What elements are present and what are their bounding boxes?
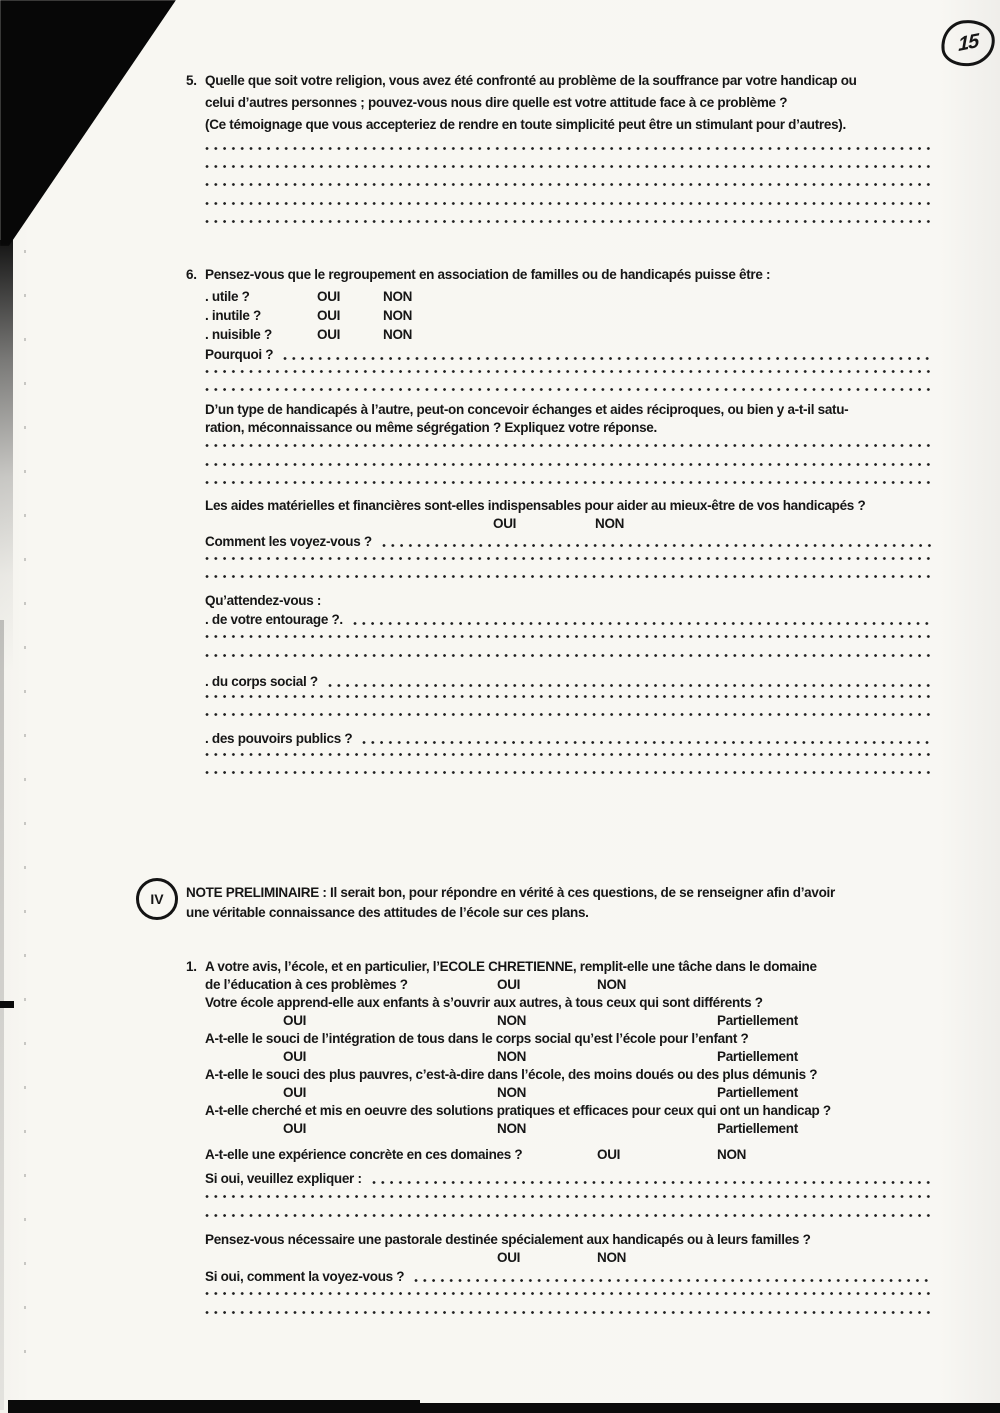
section-iv-label: IV xyxy=(150,891,164,907)
q1-sub2-oui: OUI xyxy=(283,1049,307,1064)
q1-comment-label: Si oui, comment la voyez-vous ? xyxy=(205,1269,405,1284)
q1-line-1: A votre avis, l’école, et en particulier, l’ECOLE CHRETIENNE, remplit-elle une tâche dans le domaine xyxy=(205,959,817,974)
q6-pourquoi-row xyxy=(205,346,932,363)
q1-main-non: NON xyxy=(597,977,627,992)
answer-line xyxy=(372,1180,932,1185)
q1-pastorale-question: Pensez-vous nécessaire une pastorale destinée spécialement aux handicapés ou à leurs familles ? xyxy=(205,1232,811,1247)
answer-line xyxy=(205,634,932,639)
q6-option-nuisible-oui: OUI xyxy=(317,327,341,342)
q6-option-inutile-non: NON xyxy=(383,308,413,323)
q6-option-nuisible: . nuisible ? xyxy=(205,327,272,342)
q1-main-oui: OUI xyxy=(497,977,521,992)
q1-sub1-non: NON xyxy=(497,1013,527,1028)
answer-line xyxy=(205,752,932,757)
q1-pastorale-oui: OUI xyxy=(497,1250,521,1265)
q6-option-inutile-oui: OUI xyxy=(317,308,341,323)
q1-sub1-oui: OUI xyxy=(283,1013,307,1028)
q1-sub3-partiellement: Partiellement xyxy=(717,1085,798,1100)
q1-sub2-partiellement: Partiellement xyxy=(717,1049,798,1064)
answer-line xyxy=(205,712,932,717)
q6-exchange-line-2: ration, méconnaissance ou même ségrégation ? Expliquez votre réponse. xyxy=(205,420,657,435)
q6-aides-oui: OUI xyxy=(493,516,517,531)
q1-sub2-non: NON xyxy=(497,1049,527,1064)
q1-comment-row xyxy=(205,1268,932,1285)
answer-line xyxy=(205,387,932,392)
q6-comment-label: Comment les voyez-vous ? xyxy=(205,534,372,549)
q6-option-utile-oui: OUI xyxy=(317,289,341,304)
q6-option-inutile: . inutile ? xyxy=(205,308,261,323)
q1-experience-question: A-t-elle une expérience concrète en ces domaines ? xyxy=(205,1147,523,1162)
q1-number: 1. xyxy=(186,959,197,974)
scan-bottom-bar xyxy=(8,1403,1000,1413)
scan-corner-artifact xyxy=(0,0,176,246)
q5-line-1: Quelle que soit votre religion, vous avez été confronté au problème de la souffrance par votre handicap ou xyxy=(205,73,857,88)
note-text-1: Il serait bon, pour répondre en vérité à ces questions, de se renseigner afin d’avoir xyxy=(330,885,835,900)
answer-line xyxy=(205,182,932,187)
q6-aides-non: NON xyxy=(595,516,625,531)
q6-option-utile-non: NON xyxy=(383,289,413,304)
answer-line xyxy=(205,443,932,448)
q1-expliquer-row xyxy=(205,1170,932,1187)
q6-attentes-label: Qu’attendez-vous : xyxy=(205,593,322,608)
answer-line xyxy=(205,574,932,579)
q6-pourquoi-label: Pourquoi ? xyxy=(205,347,274,362)
q6-option-utile: . utile ? xyxy=(205,289,250,304)
page-number: 15 xyxy=(957,29,979,56)
q6-corps-row xyxy=(205,673,932,690)
q1-sub4-oui: OUI xyxy=(283,1121,307,1136)
q1-sub3-oui: OUI xyxy=(283,1085,307,1100)
answer-line xyxy=(205,556,932,561)
q1-sub3-non: NON xyxy=(497,1085,527,1100)
q6-pouvoirs-label: . des pouvoirs publics ? xyxy=(205,731,353,746)
answer-line xyxy=(205,462,932,467)
answer-line xyxy=(205,201,932,206)
note-line-1 xyxy=(186,884,835,901)
q1-sub3-question: A-t-elle le souci des plus pauvres, c’est-à-dire dans l’école, des moins doués ou des plus démunis ? xyxy=(205,1067,818,1082)
q1-sub4-non: NON xyxy=(497,1121,527,1136)
q6-aides-question: Les aides matérielles et financières sont-elles indispensables pour aider au mieux-être de vos handicapés ? xyxy=(205,498,866,513)
answer-line xyxy=(362,740,932,745)
q6-pouvoirs-row xyxy=(205,730,932,747)
answer-line xyxy=(283,356,932,361)
q1-line-2: de l’éducation à ces problèmes ? xyxy=(205,977,408,992)
q6-exchange-line-1: D’un type de handicapés à l’autre, peut-on concevoir échanges et aides réciproques, ou bien y a-t-il satu- xyxy=(205,402,849,417)
answer-line xyxy=(205,770,932,775)
q6-entourage-label: . de votre entourage ?. xyxy=(205,612,343,627)
q1-sub4-partiellement: Partiellement xyxy=(717,1121,798,1136)
q1-experience-oui: OUI xyxy=(597,1147,621,1162)
answer-line xyxy=(205,653,932,658)
answer-line xyxy=(205,694,932,699)
answer-line xyxy=(382,543,932,548)
q1-sub4-question: A-t-elle cherché et mis en oeuvre des solutions pratiques et efficaces pour ceux qui ont un handicap ? xyxy=(205,1103,831,1118)
scan-speck-column xyxy=(24,250,26,1380)
note-text-2: une véritable connaissance des attitudes de l’école sur ces plans. xyxy=(186,905,589,920)
q1-expliquer-label: Si oui, veuillez expliquer : xyxy=(205,1171,362,1186)
answer-line xyxy=(205,1213,932,1218)
q5-line-2: celui d’autres personnes ; pouvez-vous nous dire quelle est votre attitude face à ce problème ? xyxy=(205,95,788,110)
answer-line xyxy=(353,621,932,626)
q6-comment-row xyxy=(205,533,932,550)
q6-number: 6. xyxy=(186,267,197,282)
q1-sub1-question: Votre école apprend-elle aux enfants à s’ouvrir aux autres, à tous ceux qui sont différents ? xyxy=(205,995,763,1010)
q6-entourage-row xyxy=(205,611,932,628)
note-title: NOTE PRELIMINAIRE : xyxy=(186,885,327,900)
q1-pastorale-non: NON xyxy=(597,1250,627,1265)
answer-line xyxy=(414,1278,932,1283)
q1-sub1-partiellement: Partiellement xyxy=(717,1013,798,1028)
q5-line-3: (Ce témoignage que vous accepteriez de rendre en toute simplicité peut être un stimulant pour d’autres). xyxy=(205,117,846,132)
q6-option-nuisible-non: NON xyxy=(383,327,413,342)
scan-left-shadow xyxy=(0,240,13,670)
answer-line xyxy=(205,480,932,485)
q5-number: 5. xyxy=(186,73,197,88)
scan-left-edge-line xyxy=(0,620,4,1410)
answer-line xyxy=(205,1194,932,1199)
answer-line xyxy=(205,1291,932,1296)
section-iv-badge xyxy=(136,878,178,920)
q1-experience-non: NON xyxy=(717,1147,747,1162)
answer-line xyxy=(328,683,932,688)
answer-line xyxy=(205,369,932,374)
answer-line xyxy=(205,146,932,151)
answer-line xyxy=(205,1310,932,1315)
q1-sub2-question: A-t-elle le souci de l’intégration de tous dans le corps social qu’est l’école pour l’enfant ? xyxy=(205,1031,749,1046)
page-number-badge xyxy=(938,17,997,69)
q6-corps-label: . du corps social ? xyxy=(205,674,318,689)
answer-line xyxy=(205,164,932,169)
scan-left-dash-mark xyxy=(0,1001,14,1008)
answer-line xyxy=(205,219,932,224)
q6-intro: Pensez-vous que le regroupement en association de familles ou de handicapés puisse être : xyxy=(205,267,771,282)
